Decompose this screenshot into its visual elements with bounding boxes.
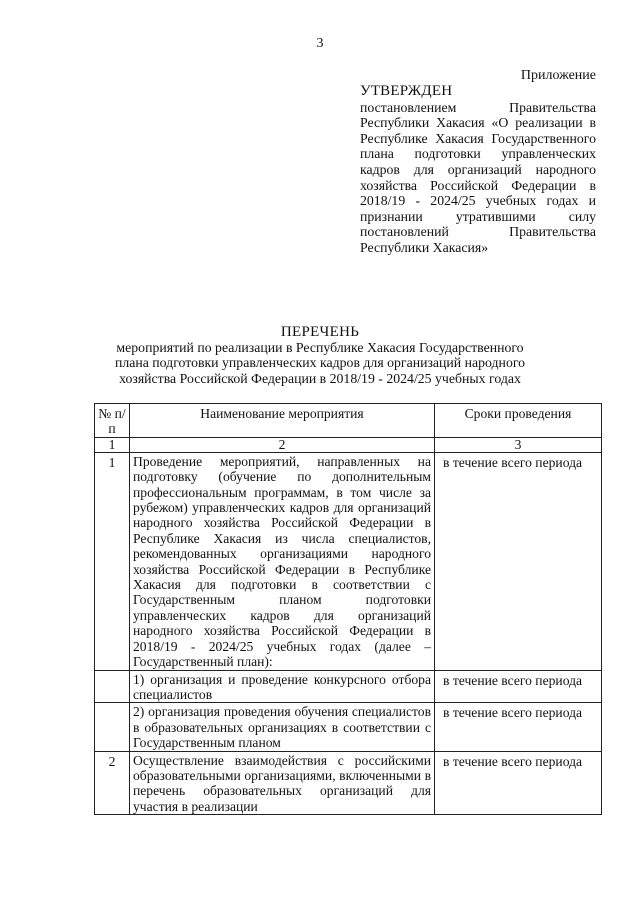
appendix-label: Приложение [520, 68, 596, 83]
approval-title: УТВЕРЖДЕН [360, 83, 453, 99]
column-number: 3 [435, 437, 602, 452]
events-table [94, 403, 602, 815]
list-subtitle: мероприятий по реализации в Республике Хакасия Государственного плана подготовки управленческих кадров для организаций народного хозяйства Российской Федерации в 2018/19 - 2024/25 учебных годах [114, 340, 526, 386]
event-name: Осуществление взаимодействия с российскими образовательными организациями, включенными в перечень образовательных организаций для участия в реализации [130, 751, 435, 815]
event-name: Проведение мероприятий, направленных на подготовку (обучение по дополнительным профессиональным программам, в том числе за рубежом) управленческих кадров для организаций народного хозяйства Российской Федерации в Республике Хакасия из числа специалистов, рекомендованных организациями народного хозяйства Российской Федерации в Республике Хакасия для подготовки в соответствии с Государственным планом подготовки управленческих кадров для организаций народного хозяйства Российской Федерации в 2018/19 - 2024/25 учебных годах (далее – Государственный план): [130, 452, 435, 670]
column-numbers-row [95, 437, 602, 452]
table-row [95, 452, 602, 670]
column-number: 1 [95, 437, 130, 452]
event-name: 1) организация и проведение конкурсного отбора специалистов [130, 670, 435, 703]
event-term: в течение всего периода [435, 751, 602, 815]
column-number: 2 [130, 437, 435, 452]
event-term: в течение всего периода [435, 703, 602, 751]
row-number [95, 703, 130, 751]
approval-block [360, 84, 596, 256]
header-name: Наименование мероприятия [130, 404, 435, 438]
approval-text: постановлением Правительства Республики Хакасия «О реализации в Республике Хакасия Государственного плана подготовки управленческих кадров для организаций народного хозяйства Российской Федерации в 2018/19 - 2024/25 учебных годах и признании утратившими силу постановлений Правительства Республики Хакасия» [360, 99, 596, 255]
table-row [95, 703, 602, 751]
row-number: 2 [95, 751, 130, 815]
table-row [95, 751, 602, 815]
event-term: в течение всего периода [435, 452, 602, 670]
header-num: № п/п [95, 404, 130, 438]
table-row [95, 670, 602, 703]
row-number: 1 [95, 452, 130, 670]
list-title: ПЕРЕЧЕНЬ [280, 324, 360, 340]
header-term: Сроки проведения [435, 404, 602, 438]
table-header-row [95, 404, 602, 438]
event-name: 2) организация проведения обучения специалистов в образовательных организациях в соответствии с Государственным планом [130, 703, 435, 751]
event-term: в течение всего периода [435, 670, 602, 703]
row-number [95, 670, 130, 703]
page-number: 3 [316, 36, 324, 51]
